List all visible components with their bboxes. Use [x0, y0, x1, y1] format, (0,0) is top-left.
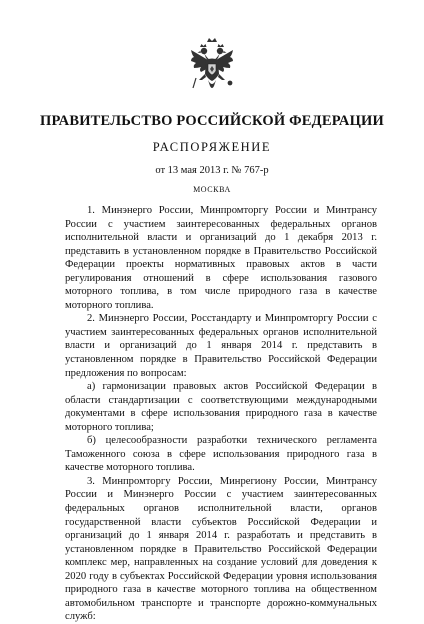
paragraph-2: 2. Минэнерго России, Росстандарту и Минпромторгу России с участием заинтересованных федеральных органов исполнительной власти и организаций до 1 января 2014 г. представить в установленном порядке в Правительство Российской Федерации предложения по вопросам: [65, 313, 377, 379]
paragraph-1: 1. Минэнерго России, Минпромторгу России и Минтрансу России с участием заинтересованных федеральных органов исполнительной власти и организаций до 1 декабря 2013 г. представить в установленном порядке в Правительство Российской Федерации проекты нормативных правовых актов в части регулирования отношений в сфере использования газового моторного топлива, в том числе природного газа в качестве моторного топлива. [65, 205, 377, 311]
document-body [65, 204, 377, 624]
paragraph-3: 3. Минпромторгу России, Минрегиону России, Минтрансу России и Минэнерго России с участием заинтересованных федеральных органов исполнительной власти, органов государственной власти субъектов Российской Федерации и организаций до 1 января 2014 г. разработать и представить в установленном порядке в Правительство Российской Федерации комплекс мер, направленных на создание условий для доведения к 2020 году в субъектах Российской Федерации уровня использования природного газа в качестве моторного топлива на общественном автомобильном транспорте и транспорте дорожно-коммунальных служб: [65, 475, 377, 623]
date-and-number: от 13 мая 2013 г. № 767-р [155, 165, 269, 176]
city: МОСКВА [193, 185, 231, 194]
paragraph-2b: б) целесообразности разработки технического регламента Таможенного союза в сфере использования природного газа в качестве моторного топлива. [65, 435, 377, 474]
document-type: РАСПОРЯЖЕНИЕ [152, 140, 272, 154]
issuer-title: ПРАВИТЕЛЬСТВО РОССИЙСКОЙ ФЕДЕРАЦИИ [39, 113, 385, 129]
coat-of-arms-icon [188, 36, 236, 92]
paragraph-2a: а) гармонизации правовых актов Российской Федерации в области стандартизации с соответствующими международными документами в сфере использования природного газа в качестве моторного топлива; [65, 381, 377, 433]
